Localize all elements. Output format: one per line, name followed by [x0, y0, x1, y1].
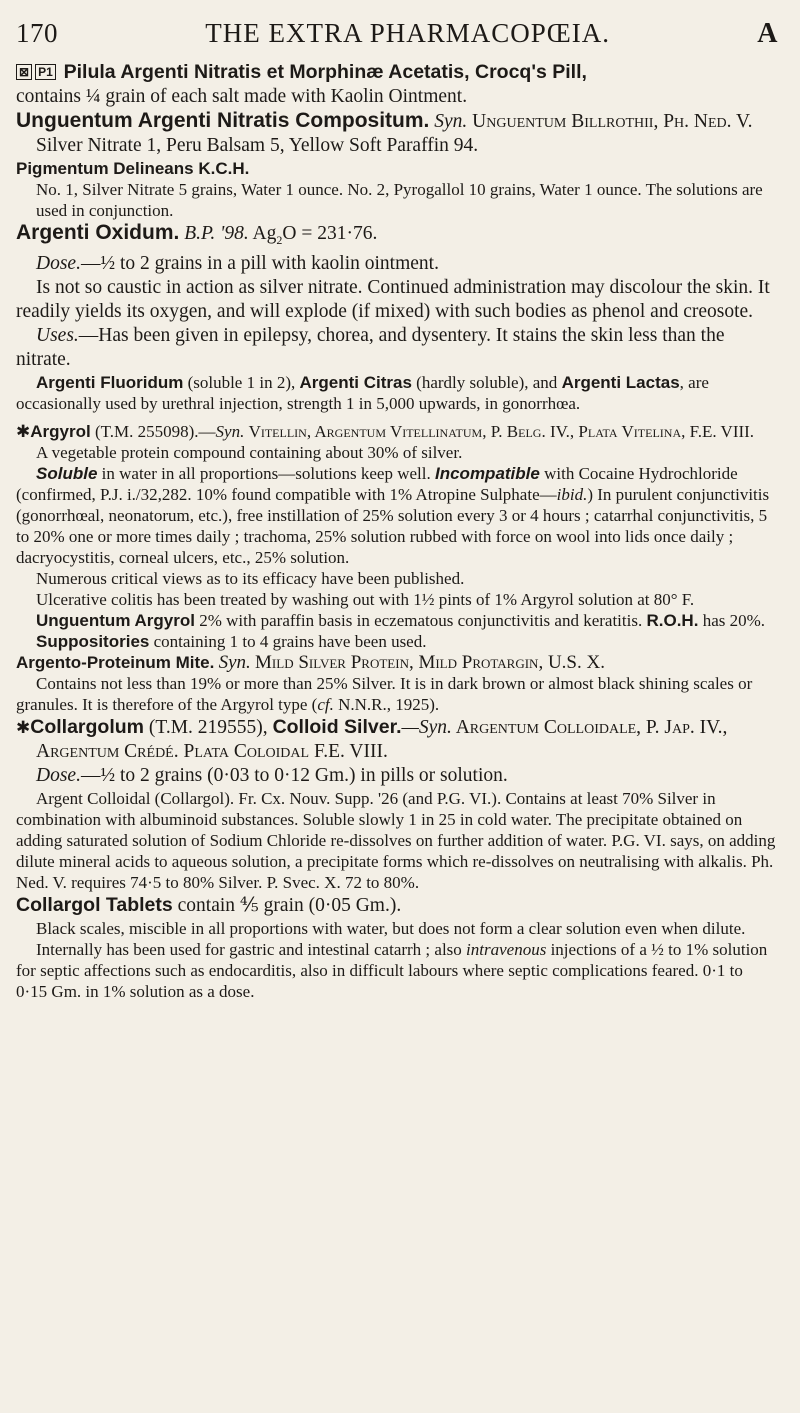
oxidum-uses: Uses.—Has been given in epilepsy, chorea, and dysentery. It stains the skin less than the nitrate. — [16, 324, 725, 370]
pigmentum-title: Pigmentum Delineans K.C.H. — [16, 159, 250, 178]
collargolum-argent: Argent Colloidal (Collargol). Fr. Cx. Nouv. Supp. '26 (and P.G. VI.). Contains at least 70% Silver in combination with albuminoid substances. Soluble slowly 1 in 25 in cold water. The precipitate obtained on adding saturated solution of Sodium Chloride re-dissolves on further addition of water. P.G. VI. says, on adding dilute mineral acids to aqueous solution, a precipitate forms which re-dissolves on neutralising with alkalis. Ph. Ned. V. requires 74·5 to 80% Silver. P. Svec. X. 72 to 80%. — [16, 788, 776, 892]
pigmentum-text: No. 1, Silver Nitrate 5 grains, Water 1 ounce. No. 2, Pyrogallol 10 grains, Water 1 ounce. The solutions are used in conjunction. — [36, 180, 763, 220]
pilula-title: Pilula Argenti Nitratis et Morphinæ Acetatis, Crocq's Pill, — [63, 61, 587, 83]
oxidum-paragraph: Is not so caustic in action as silver nitrate. Continued administration may discolour the skin. It readily yields its oxygen, and will explode (if mixed) with such bodies as phenol and creosote. — [16, 276, 770, 322]
unguentum-title: Unguentum Argenti Nitratis Compositum. — [16, 109, 430, 132]
collargolum-dose: Dose.—½ to 2 grains (0·03 to 0·12 Gm.) in pills or solution. — [36, 764, 508, 786]
oxidum-title: Argenti Oxidum. — [16, 221, 180, 244]
oxidum-ref: B.P. '98. — [184, 223, 249, 244]
tablets-internal: Internally has been used for gastric and intestinal catarrh ; also intravenous injections of a ½ to 1% solution for septic affections such as endocarditis, also in difficult labours where septic complications feared. 0·1 to 0·15 Gm. in 1% solution as a dose. — [16, 939, 768, 1001]
entry-unguentum-nitratis — [16, 109, 778, 134]
page-header — [16, 18, 778, 50]
entry-argenti-oxidum — [16, 221, 778, 252]
entry-argyrol: ✱Argyrol (T.M. 255098).—Syn. Vitellin, Argentum Vitellinatum, P. Belg. IV., Plata Vitelina, F.E. VIII. — [16, 421, 755, 441]
argyrol-title: Argyrol — [30, 421, 91, 441]
entry-fluoridum: Argenti Fluoridum (soluble 1 in 2), Argenti Citras (hardly soluble), and Argenti Lactas, are occasionally used by urethral injection, strength 1 in 5,000 upwards, in gonorrhœa. — [16, 372, 709, 413]
asterisk-icon: ✱ — [16, 421, 31, 441]
entry-collargol-tablets: Collargol Tablets contain ⅘ grain (0·05 Gm.). — [16, 893, 402, 916]
argyrol-critical: Numerous critical views as to its efficacy have been published. — [36, 568, 465, 588]
argyrol-desc: A vegetable protein compound containing about 30% of silver. — [36, 442, 463, 462]
argyrol-unguentum: Unguentum Argyrol 2% with paraffin basis in eczematous conjunctivitis and keratitis. R.O.H. has 20%. — [36, 610, 766, 630]
oxidum-formula: $Ag_2O = 231\cdot 76$. — [252, 223, 378, 247]
oxidum-dose: Dose.—½ to 2 grains in a pill with kaolin ointment. — [36, 252, 439, 274]
p1-box-icon: P1 — [35, 64, 56, 80]
argyrol-suppositories: Suppositories containing 1 to 4 grains have been used. — [36, 631, 427, 651]
argyrol-colitis: Ulcerative colitis has been treated by washing out with 1½ pints of 1% Argyrol solution at 80° F. — [36, 589, 695, 609]
entry-pigmentum — [16, 158, 778, 221]
entry-argento-proteinum: Argento-Proteinum Mite. Syn. Mild Silver Protein, Mild Protargin, U.S. X. — [16, 651, 605, 673]
page-number: 170 — [16, 18, 58, 48]
section-letter: A — [757, 18, 778, 49]
syn-label: Syn. — [434, 111, 468, 132]
pilula-line2: contains ¼ grain of each salt made with Kaolin Ointment. — [16, 86, 468, 107]
unguentum-syn: Unguentum Billrothii, Ph. Ned. V. — [472, 111, 753, 132]
proteinum-text: Contains not less than 19% or more than 25% Silver. It is in dark brown or almost black shining scales or granules. It is therefore of the Argyrol type (cf. N.N.R., 1925). — [16, 673, 753, 714]
tablets-desc: Black scales, miscible in all proportions with water, but does not form a clear solution even when dilute. — [36, 918, 746, 938]
argyrol-solubility: Soluble in water in all proportions—solutions keep well. Incompatible with Cocaine Hydrochloride (confirmed, P.J. i./32,282. 10% found compatible with 1% Atropine Sulphate—ibid.) In purulent conjunctivitis (gonorrhœal, neonatorum, etc.), free instillation of 25% solution every 3 or 4 hours ; catarrhal conjunctivitis, 5 to 20% one or more times daily ; trachoma, 25% solution rubbed with force on wool into lids once daily ; dacryocystitis, corneal ulcers, etc., 25% solution. — [16, 463, 770, 567]
asterisk-icon: ✱ — [16, 717, 31, 737]
running-title: THE EXTRA PHARMACOPŒIA. — [205, 18, 611, 48]
unguentum-formula: Silver Nitrate 1, Peru Balsam 5, Yellow Soft Paraffin 94. — [36, 135, 479, 156]
formulary-box-icon: ⊠ — [16, 64, 32, 80]
entry-collargolum: ✱Collargolum (T.M. 219555), Colloid Silver.—Syn. Argentum Colloidale, P. Jap. IV., Argentum Crédé. Plata Coloidal F.E. VIII. — [16, 715, 728, 762]
entry-pilula — [16, 60, 778, 109]
